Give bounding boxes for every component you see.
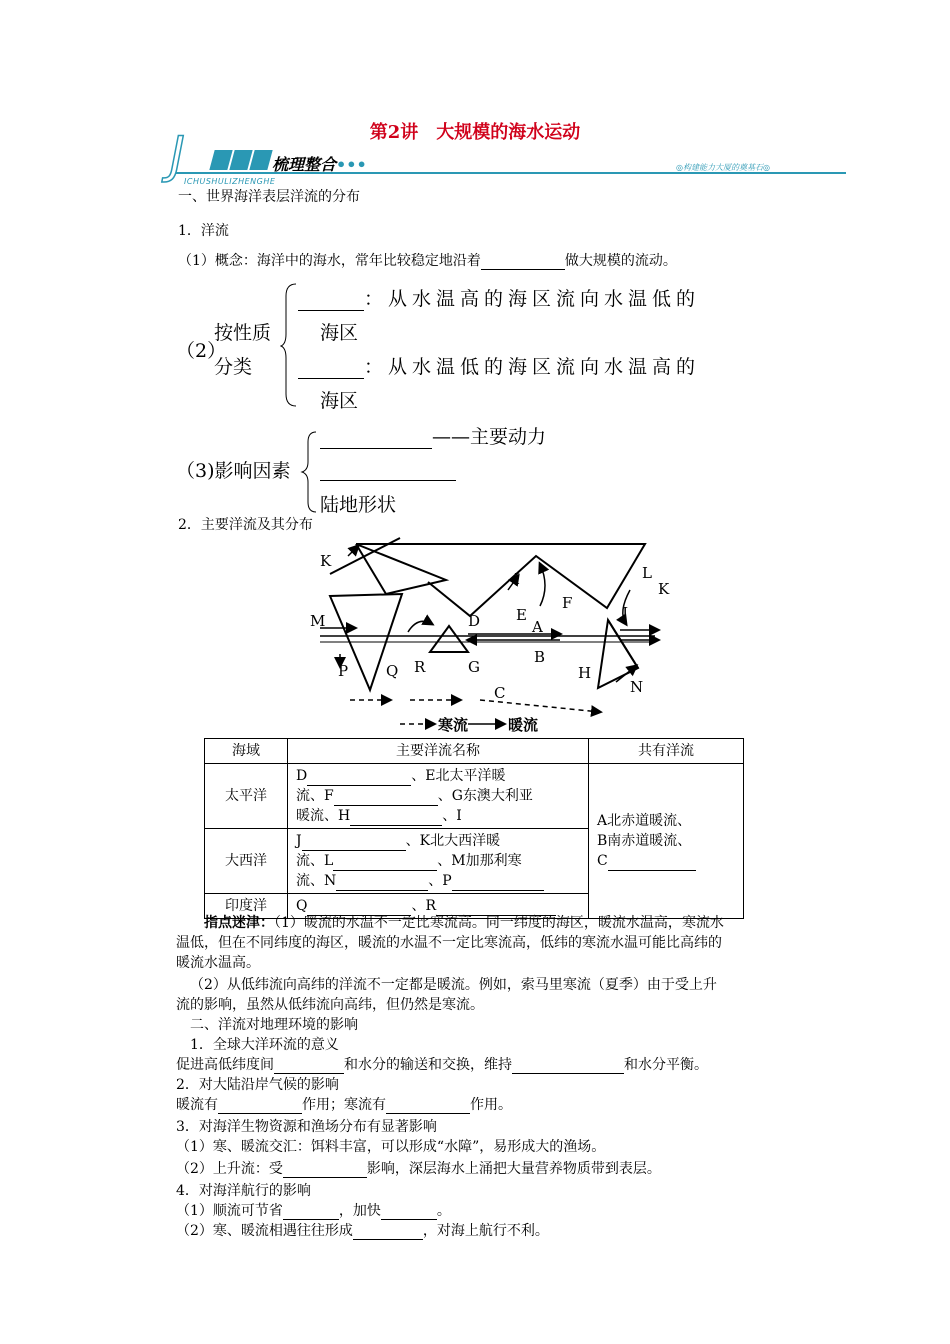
atlantic-currents: J 、K北大西洋暖 流、L 、M加那利寒 流、N 、P bbox=[288, 829, 589, 894]
common-currents: A北赤道暖流、 B南赤道暖流、 C bbox=[589, 764, 744, 919]
sec2-item3: 3．对海洋生物资源和渔场分布有显著影响 bbox=[176, 1119, 437, 1135]
indian-currents: Q 、R bbox=[288, 894, 589, 919]
label-p: P bbox=[338, 662, 349, 680]
classification-number: （2） bbox=[176, 340, 227, 362]
sub-heading-distribution: 2．主要洋流及其分布 bbox=[178, 517, 313, 533]
cold-current-def: ：从水温低的海区流向水温高的 bbox=[298, 352, 700, 379]
label-r: R bbox=[414, 658, 426, 676]
classification-label-b: 分类 bbox=[214, 356, 253, 378]
table-header-common: 共有洋流 bbox=[589, 739, 744, 764]
tips-line5: 流的影响，虽然从低纬流向高纬，但仍然是寒流。 bbox=[176, 997, 484, 1013]
tips-line3: 暖流水温高。 bbox=[176, 955, 260, 971]
sub-heading-currents: 1．洋流 bbox=[178, 223, 229, 239]
sec2-item2-text: 暖流有 作用；寒流有 作用。 bbox=[176, 1097, 512, 1113]
label-c: C bbox=[494, 684, 506, 702]
label-l: L bbox=[642, 564, 652, 582]
label-k-pacific: K bbox=[320, 552, 332, 570]
banner-right-text: ◎构建能力大厦的奠基石◎ bbox=[676, 163, 770, 172]
label-f: F bbox=[562, 594, 573, 612]
banner-heading: 梳理整合••• bbox=[272, 155, 367, 174]
influence-main: ——主要动力 bbox=[320, 422, 546, 449]
label-g: G bbox=[468, 658, 480, 676]
sec2-item3-2: （2）上升流：受 影响，深层海水上涌把大量营养物质带到表层。 bbox=[176, 1161, 661, 1177]
ocean-indian: 印度洋 bbox=[205, 894, 288, 919]
page-title: 第2讲 大规模的海水运动 bbox=[369, 122, 581, 143]
sec2-item2: 2．对大陆沿岸气候的影响 bbox=[176, 1077, 339, 1093]
cold-sea-area: 海区 bbox=[320, 390, 359, 412]
sec2-item4-1: （1）顺流可节省 ，加快 。 bbox=[176, 1203, 451, 1219]
sec2-item3-1: （1）寒、暖流交汇：饵料丰富，可以形成“水障”，易形成大的渔场。 bbox=[176, 1139, 606, 1155]
sec2-item4: 4．对海洋航行的影响 bbox=[176, 1183, 311, 1199]
ocean-current-diagram bbox=[300, 536, 670, 740]
tips-line1: 指点迷津：（1）暖流的水温不一定比寒流高。同一纬度的海区，暖流水温高，寒流水 bbox=[204, 915, 724, 931]
sec2-item4-2: （2）寒、暖流相遇往往形成 ，对海上航行不利。 bbox=[176, 1223, 549, 1239]
section2-heading: 二、洋流对地理环境的影响 bbox=[190, 1017, 358, 1033]
pacific-currents: D 、E北太平洋暖 流、F 、G东澳大利亚 暖流、H 、I bbox=[288, 764, 589, 829]
sec2-item1-text: 促进高低纬度间 和水分的输送和交换，维持 和水分平衡。 bbox=[176, 1057, 708, 1073]
label-k-atlantic: K bbox=[658, 580, 670, 598]
section1-heading: 一、世界海洋表层洋流的分布 bbox=[178, 189, 360, 205]
label-m: M bbox=[310, 612, 326, 630]
influence-brace bbox=[300, 430, 320, 514]
tips-line2: 温低，但在不同纬度的海区，暖流的水温不一定比寒流高，低纬的寒流水温可能比高纬的 bbox=[176, 935, 722, 951]
legend-cold: 寒流 bbox=[438, 716, 469, 734]
label-i: I bbox=[514, 570, 520, 588]
label-n: N bbox=[630, 678, 644, 696]
ocean-pacific: 太平洋 bbox=[205, 764, 288, 829]
legend-warm: 暖流 bbox=[508, 716, 539, 734]
ocean-current-table bbox=[204, 738, 744, 919]
banner-blocks bbox=[212, 150, 272, 174]
table-header-ocean: 海域 bbox=[205, 739, 288, 764]
influence-blank bbox=[320, 458, 456, 481]
banner-pinyin: ICHUSHULIZHENGHE bbox=[184, 177, 276, 186]
ocean-atlantic: 大西洋 bbox=[205, 829, 288, 894]
label-h: H bbox=[578, 664, 592, 682]
label-q: Q bbox=[386, 662, 399, 680]
table-header-currents: 主要洋流名称 bbox=[288, 739, 589, 764]
warm-current-def: ：从水温高的海区流向水温低的 bbox=[298, 284, 700, 311]
influence-label: （3)影响因素 bbox=[176, 460, 291, 482]
sec2-item1: 1．全球大洋环流的意义 bbox=[190, 1037, 339, 1053]
label-a: A bbox=[532, 618, 543, 636]
label-d: D bbox=[468, 612, 481, 630]
label-e: E bbox=[516, 606, 527, 624]
banner-letter: J bbox=[170, 126, 185, 184]
label-j: J bbox=[622, 604, 629, 622]
classification-label-a: 按性质 bbox=[214, 322, 272, 344]
classification-brace bbox=[280, 282, 300, 408]
warm-sea-area: 海区 bbox=[320, 322, 359, 344]
concept-line: （1）概念：海洋中的海水，常年比较稳定地沿着 做大规模的流动。 bbox=[178, 253, 677, 269]
label-b: B bbox=[534, 648, 546, 666]
tips-line4: （2）从低纬流向高纬的洋流不一定都是暖流。例如，索马里寒流（夏季）由于受上升 bbox=[190, 977, 717, 993]
influence-land: 陆地形状 bbox=[320, 494, 397, 516]
banner-divider bbox=[176, 172, 846, 174]
